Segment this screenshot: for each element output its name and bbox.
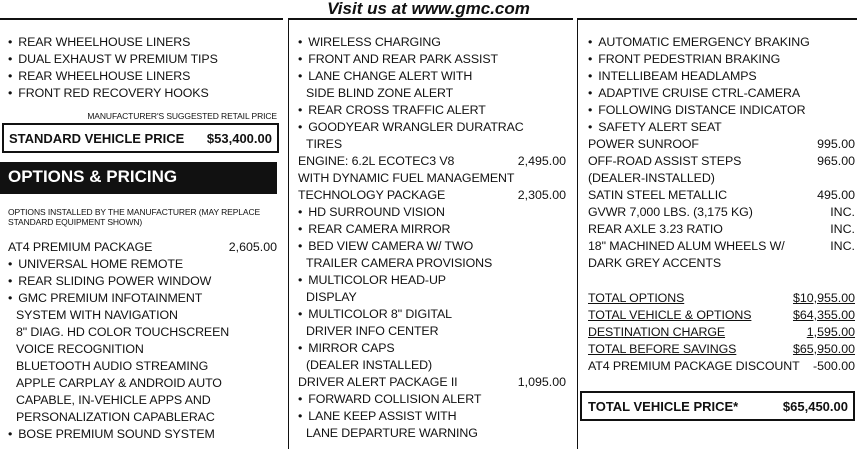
feature-line: TIRES bbox=[306, 137, 342, 151]
column-right bbox=[588, 34, 855, 449]
total-label: TOTAL VEHICLE & OPTIONS bbox=[588, 308, 752, 322]
feature-line: • REAR CROSS TRAFFIC ALERT bbox=[298, 102, 486, 119]
feature-line: • MIRROR CAPS bbox=[298, 340, 395, 357]
package-item: • BOSE PREMIUM SOUND SYSTEM bbox=[8, 426, 215, 443]
option-line: TECHNOLOGY PACKAGE bbox=[298, 188, 446, 202]
total-vehicle-price-value: $65,450.00 bbox=[782, 399, 848, 414]
total-label: TOTAL BEFORE SAVINGS bbox=[588, 342, 737, 356]
feature-line: • MULTICOLOR 8" DIGITAL bbox=[298, 306, 452, 323]
total-label: DESTINATION CHARGE bbox=[588, 325, 726, 339]
package-name: AT4 PREMIUM PACKAGE bbox=[8, 240, 153, 254]
option-price: 2,305.00 bbox=[517, 188, 566, 202]
feature-line: • REAR WHEELHOUSE LINERS bbox=[8, 68, 190, 85]
option-line: SATIN STEEL METALLIC bbox=[588, 188, 727, 202]
feature-line: DRIVER INFO CENTER bbox=[306, 324, 439, 338]
options-note: STANDARD EQUIPMENT SHOWN) bbox=[8, 217, 143, 227]
package-item: APPLE CARPLAY & ANDROID AUTO bbox=[16, 376, 222, 390]
option-price: 995.00 bbox=[817, 137, 855, 151]
feature-line: DISPLAY bbox=[306, 290, 357, 304]
feature-line: (DEALER INSTALLED) bbox=[306, 358, 433, 372]
option-line: GVWR 7,000 LBS. (3,175 KG) bbox=[588, 205, 753, 219]
package-item: • REAR SLIDING POWER WINDOW bbox=[8, 273, 211, 290]
feature-line: • FORWARD COLLISION ALERT bbox=[298, 391, 481, 408]
option-line: POWER SUNROOF bbox=[588, 137, 699, 151]
package-item: BLUETOOTH AUDIO STREAMING bbox=[16, 359, 209, 373]
standard-price-box bbox=[2, 123, 279, 153]
total-label: AT4 PREMIUM PACKAGE DISCOUNT bbox=[588, 359, 800, 373]
package-item: VOICE RECOGNITION bbox=[16, 342, 144, 356]
option-line: 18" MACHINED ALUM WHEELS W/ bbox=[588, 239, 785, 253]
options-pricing-header: OPTIONS & PRICING bbox=[0, 162, 277, 194]
option-line: REAR AXLE 3.23 RATIO bbox=[588, 222, 723, 236]
option-price: INC. bbox=[830, 222, 855, 236]
feature-line: • ADAPTIVE CRUISE CTRL-CAMERA bbox=[588, 85, 800, 102]
top-rule-middle bbox=[289, 18, 573, 20]
total-value: $10,955.00 bbox=[792, 291, 855, 305]
msrp-label: MANUFACTURER'S SUGGESTED RETAIL PRICE bbox=[87, 111, 277, 121]
column-divider-2 bbox=[577, 18, 578, 449]
feature-line: • INTELLIBEAM HEADLAMPS bbox=[588, 68, 757, 85]
feature-line: • FRONT RED RECOVERY HOOKS bbox=[8, 85, 209, 102]
package-price: 2,605.00 bbox=[228, 240, 277, 254]
total-value: 1,595.00 bbox=[806, 325, 855, 339]
feature-line: • GOODYEAR WRANGLER DURATRAC bbox=[298, 119, 524, 136]
option-price: 2,495.00 bbox=[517, 154, 566, 168]
total-vehicle-price-box bbox=[580, 391, 855, 421]
feature-line: • LANE KEEP ASSIST WITH bbox=[298, 408, 457, 425]
standard-price-value: $53,400.00 bbox=[206, 131, 272, 146]
feature-line: • BED VIEW CAMERA W/ TWO bbox=[298, 238, 473, 255]
feature-line: TRAILER CAMERA PROVISIONS bbox=[306, 256, 493, 270]
total-value: $65,950.00 bbox=[792, 342, 855, 356]
top-rule-left bbox=[0, 18, 283, 20]
option-line: WITH DYNAMIC FUEL MANAGEMENT bbox=[298, 171, 515, 185]
package-item: 8" DIAG. HD COLOR TOUCHSCREEN bbox=[16, 325, 230, 339]
option-line: OFF-ROAD ASSIST STEPS bbox=[588, 154, 742, 168]
options-note: OPTIONS INSTALLED BY THE MANUFACTURER (MAY REPLACE bbox=[8, 207, 261, 217]
column-left bbox=[8, 34, 277, 449]
standard-price-label: STANDARD VEHICLE PRICE bbox=[9, 131, 185, 146]
package-item: CAPABLE, IN-VEHICLE APPS AND bbox=[16, 393, 211, 407]
feature-line: SIDE BLIND ZONE ALERT bbox=[306, 86, 454, 100]
feature-line: • HD SURROUND VISION bbox=[298, 204, 445, 221]
feature-line: • REAR CAMERA MIRROR bbox=[298, 221, 450, 238]
feature-line: LANE DEPARTURE WARNING bbox=[306, 426, 478, 440]
total-value: -500.00 bbox=[812, 359, 855, 373]
feature-line: • FOLLOWING DISTANCE INDICATOR bbox=[588, 102, 805, 119]
option-line: (DEALER-INSTALLED) bbox=[588, 171, 715, 185]
package-item: • UNIVERSAL HOME REMOTE bbox=[8, 256, 183, 273]
package-item: PERSONALIZATION CAPABLERAC bbox=[16, 410, 215, 424]
package-item: • GMC PREMIUM INFOTAINMENT bbox=[8, 290, 202, 307]
total-label: TOTAL OPTIONS bbox=[588, 291, 685, 305]
feature-line: • WIRELESS CHARGING bbox=[298, 34, 441, 51]
total-value: $64,355.00 bbox=[792, 308, 855, 322]
option-line: DARK GREY ACCENTS bbox=[588, 256, 722, 270]
option-price: 1,095.00 bbox=[517, 375, 566, 389]
package-item: SYSTEM WITH NAVIGATION bbox=[16, 308, 178, 322]
option-price: 965.00 bbox=[817, 154, 855, 168]
feature-line: • LANE CHANGE ALERT WITH bbox=[298, 68, 472, 85]
feature-line: • SAFETY ALERT SEAT bbox=[588, 119, 722, 136]
option-line: DRIVER ALERT PACKAGE II bbox=[298, 375, 458, 389]
website-banner: Visit us at www.gmc.com bbox=[327, 0, 530, 18]
top-rule-right bbox=[578, 18, 857, 20]
option-price: 495.00 bbox=[817, 188, 855, 202]
option-price: INC. bbox=[830, 205, 855, 219]
feature-line: • FRONT AND REAR PARK ASSIST bbox=[298, 51, 498, 68]
column-middle bbox=[298, 34, 566, 449]
feature-line: • AUTOMATIC EMERGENCY BRAKING bbox=[588, 34, 810, 51]
feature-line: • FRONT PEDESTRIAN BRAKING bbox=[588, 51, 780, 68]
total-vehicle-price-label: TOTAL VEHICLE PRICE* bbox=[588, 399, 739, 414]
feature-line: • MULTICOLOR HEAD-UP bbox=[298, 272, 446, 289]
feature-line: • REAR WHEELHOUSE LINERS bbox=[8, 34, 190, 51]
feature-line: • DUAL EXHAUST W PREMIUM TIPS bbox=[8, 51, 218, 68]
option-price: INC. bbox=[830, 239, 855, 253]
option-line: ENGINE: 6.2L ECOTEC3 V8 bbox=[298, 154, 455, 168]
column-divider-1 bbox=[288, 18, 289, 449]
